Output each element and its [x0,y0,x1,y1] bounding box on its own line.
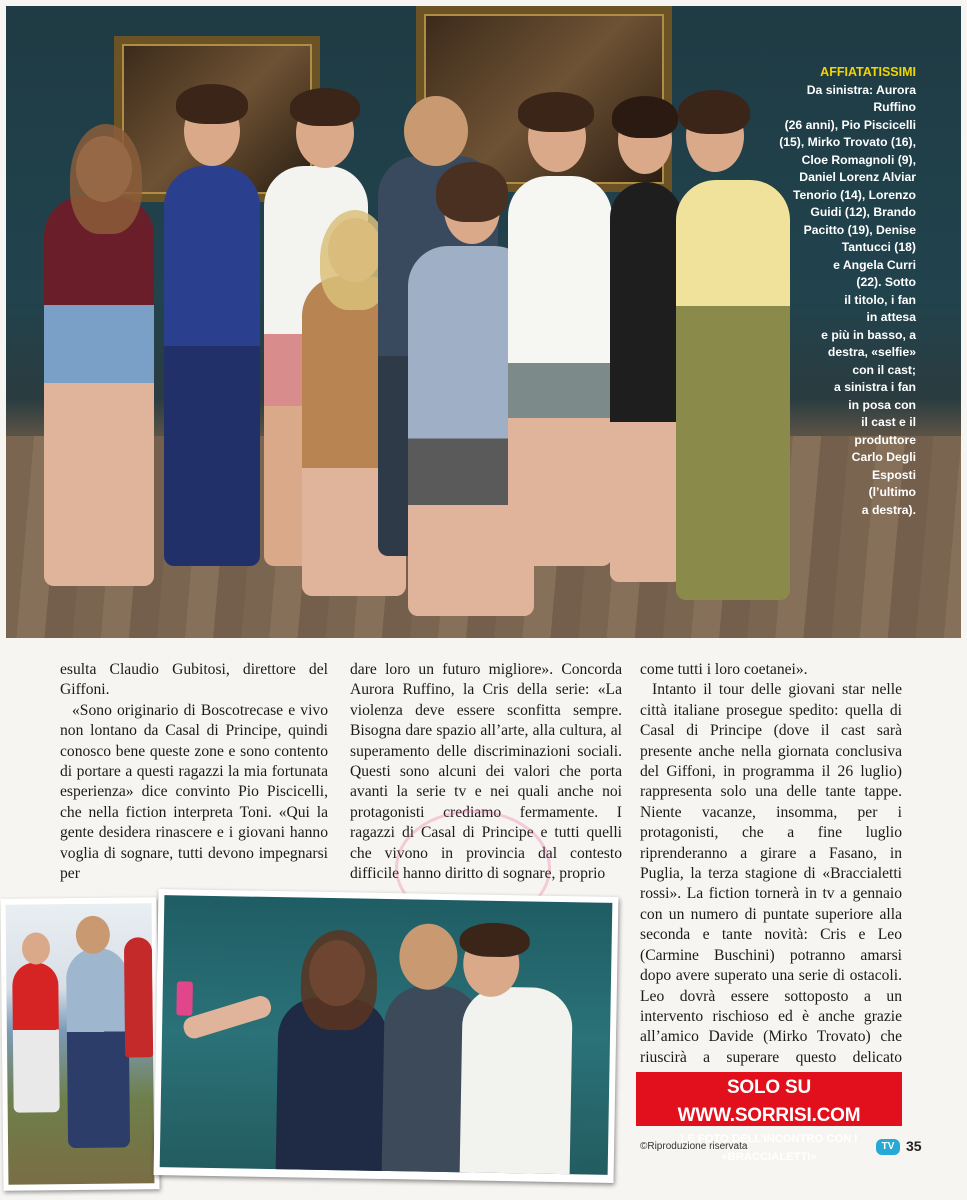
caption-line: in attesa [866,310,916,324]
article-paragraph: esulta Claudio Gubitosi, direttore del Giffoni. [60,661,328,699]
caption-line: Pacitto (19), Denise [803,222,916,237]
caption-line: Tenorio (14), Lorenzo [792,187,916,202]
photo-caption [772,64,916,519]
caption-line: (l’ultimo [868,485,916,499]
main-group-photo [6,6,961,638]
person-brando [508,176,612,566]
hair [176,84,248,124]
article-paragraph [640,680,902,1088]
promo-headline: SOLO SU WWW.SORRISI.COM [677,1077,861,1126]
caption-line: a sinistra i fan [834,380,916,394]
copyright-credit: ©Riproduzione riservata [640,1141,748,1152]
arm [181,994,273,1041]
caption-line: il titolo, i fan [844,292,916,307]
article-column-1 [60,660,328,884]
hair [436,162,508,222]
head [399,923,458,990]
hair [290,88,360,126]
caption-line: Daniel Lorenz Alviar [799,170,916,184]
caption-line: in posa con [848,397,916,412]
inset-photo-image [6,903,155,1185]
article-paragraph-text: Intanto il tour delle giovani star nelle città italiane prosegue spedito: quella di Casal di Principe (dove il cast sarà presente anche nella giornata conclusiva del Giffoni, in programma il 26 luglio) rappresenta solo una delle tante tappe. Niente vacanze, insomma, per i protagonisti, che a fine luglio riprenderanno a girare a Fasano, in Puglia, la terza stagione di «Braccialetti rossi». La fiction tornerà in tv a gennaio con un numero di puntate superiore alla seconda e tante novità: Cris e Leo (Carmine Buschini) potranno amarsi dopo avere superato una serie di ostacoli. Leo dovrà essere sottoposto a un intervento rischioso ed è anche grazie all’amico Davide (Mirko Trovato) che riuscirà a superare questo delicato [640,681,902,1066]
hair [612,96,678,138]
person-aurora [44,196,154,586]
head [22,932,50,964]
article-paragraph: come tutti i loro coetanei». [640,661,808,678]
person [124,937,153,1057]
head [76,916,110,954]
person-denise [610,182,682,582]
caption-line: e Angela Curri [833,257,916,272]
caption-line: Guidi (12), Brando [810,205,916,219]
article-paragraph: «Sono originario di Boscotrecase e vivo non lontano da Casal di Principe, quindi conosco bene queste zone e sono contento di portare a questi ragazzi la mia fortunata esperienza» dice convinto Pio Piscicelli, che nella fiction interpreta Toni. «Qui la gente desidera rinascere e i giovani hanno voglia di sognare, tutti devono impegnarsi per [60,701,328,883]
article-paragraph: dare loro un futuro migliore». Concorda Aurora Ruffino, la Cris della serie: «La violenza deve essere sconfitta sempre. Bisogna dare spazio all’arte, alla cultura, al superamento delle discriminazioni sociali. Questi sono alcuni dei valori che porta avanti la serie tv e nei quali anche noi protagonisti crediamo fermamente. I ragazzi di Casal di Principe e tutti quelli che vivono in provincia dal contesto difficile hanno diritto di sognare, proprio [350,661,622,883]
article-column-3 [640,660,902,1089]
caption-line: con il cast; [852,362,916,377]
caption-body [772,82,916,520]
article-column-2 [350,660,622,884]
caption-line: Esposti [871,467,916,482]
caption-line: Tantucci (18) [841,240,916,254]
caption-line: (26 anni), Pio Piscicelli [784,117,916,132]
hair [459,922,530,957]
caption-line: Da sinistra: Aurora Ruffino [806,82,916,114]
magazine-logo-badge: TV [876,1139,900,1155]
hair [518,92,594,132]
caption-line: e più in basso, a [821,327,916,342]
caption-line: produttore [854,432,916,447]
person [66,947,130,1148]
person [459,986,572,1175]
hair [678,90,750,134]
caption-line: (22). Sotto [856,275,916,289]
hair [70,124,142,234]
caption-title: AFFIATATISSIMI [820,65,916,79]
hair [300,930,378,1031]
caption-line: Carlo Degli [851,450,916,464]
caption-line: a destra). [861,502,916,517]
person-pio [164,166,260,566]
inset-photo-image [160,895,613,1175]
person [12,962,60,1112]
caption-line: Cloe Romagnoli (9), [801,152,916,167]
inset-photo-fans-producer [0,897,159,1191]
phone [176,981,193,1015]
head [404,96,468,166]
promo-subline: LE FOTO DELL’INCONTRO CON I «BRACCIALETTI» [680,1133,858,1163]
inset-photo-selfie [154,889,619,1183]
caption-line: destra, «selfie» [827,345,916,359]
caption-line: (15), Mirko Trovato (16), [779,135,916,149]
caption-line: il cast e il [861,415,916,429]
page-number: 35 [906,1138,922,1154]
